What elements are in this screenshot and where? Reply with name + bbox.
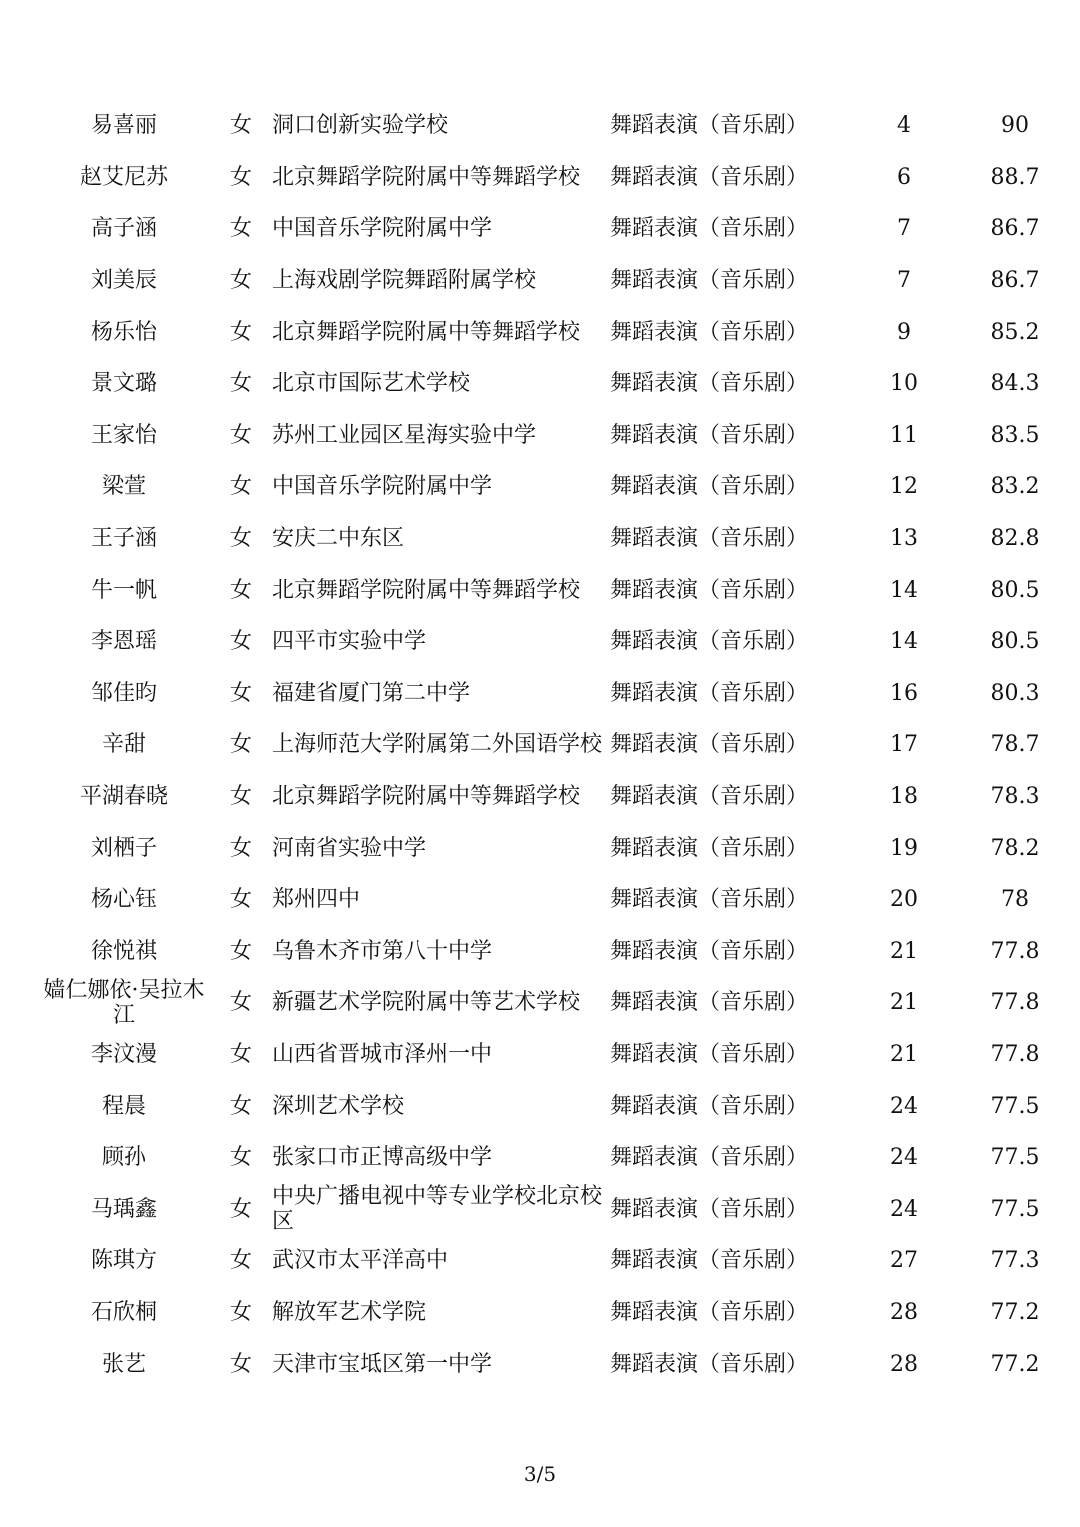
table-row xyxy=(38,719,1068,771)
major-name: 舞蹈表演（音乐剧） xyxy=(610,319,809,345)
student-gender: 女 xyxy=(229,1093,252,1119)
score-value: 80.3 xyxy=(990,680,1040,706)
student-name: 刘美辰 xyxy=(90,268,157,294)
rank-value: 18 xyxy=(890,784,918,810)
table-row xyxy=(38,152,1068,204)
score-value: 78 xyxy=(1001,887,1029,913)
major-name: 舞蹈表演（音乐剧） xyxy=(610,1093,809,1119)
major-name: 舞蹈表演（音乐剧） xyxy=(610,835,809,861)
score-value: 85.2 xyxy=(990,319,1040,345)
student-gender: 女 xyxy=(229,216,252,242)
school-name: 河南省实验中学 xyxy=(272,835,427,861)
major-name: 舞蹈表演（音乐剧） xyxy=(610,1196,809,1222)
student-gender: 女 xyxy=(229,474,252,500)
score-value: 77.5 xyxy=(990,1196,1040,1222)
school-name: 中国音乐学院附属中学 xyxy=(272,474,493,500)
major-name: 舞蹈表演（音乐剧） xyxy=(610,1145,809,1171)
rank-value: 14 xyxy=(890,629,918,655)
school-name: 解放军艺术学院 xyxy=(272,1299,427,1325)
score-value: 77.8 xyxy=(990,1041,1040,1067)
table-row xyxy=(38,1235,1068,1287)
student-gender: 女 xyxy=(229,1299,252,1325)
school-name: 上海戏剧学院舞蹈附属学校 xyxy=(272,268,537,294)
rank-value: 11 xyxy=(890,422,918,448)
table-row xyxy=(38,977,1068,1029)
rank-value: 7 xyxy=(897,268,911,294)
school-name: 北京舞蹈学院附属中等舞蹈学校 xyxy=(272,164,581,190)
student-name: 程晨 xyxy=(101,1093,146,1119)
student-gender: 女 xyxy=(229,319,252,345)
school-name: 郑州四中 xyxy=(272,887,361,913)
student-name: 景文璐 xyxy=(90,371,157,397)
score-value: 82.8 xyxy=(990,526,1040,552)
student-name: 辛甜 xyxy=(101,732,146,758)
school-name: 乌鲁木齐市第八十中学 xyxy=(272,938,493,964)
major-name: 舞蹈表演（音乐剧） xyxy=(610,268,809,294)
student-name: 刘栖子 xyxy=(90,835,157,861)
table-row xyxy=(38,461,1068,513)
table-row xyxy=(38,564,1068,616)
rank-value: 10 xyxy=(890,371,918,397)
student-name: 平湖春晓 xyxy=(79,784,168,810)
table-row xyxy=(38,616,1068,668)
student-name: 石欣桐 xyxy=(90,1299,157,1325)
major-name: 舞蹈表演（音乐剧） xyxy=(610,422,809,448)
student-gender: 女 xyxy=(229,938,252,964)
rank-value: 24 xyxy=(890,1196,918,1222)
student-gender: 女 xyxy=(229,371,252,397)
student-gender: 女 xyxy=(229,732,252,758)
school-name: 上海师范大学附属第二外国语学校 xyxy=(272,732,603,758)
score-value: 77.8 xyxy=(990,990,1040,1016)
student-name: 张艺 xyxy=(101,1351,146,1377)
score-value: 77.5 xyxy=(990,1145,1040,1171)
score-value: 77.2 xyxy=(990,1299,1040,1325)
score-value: 77.2 xyxy=(990,1351,1040,1377)
table-row xyxy=(38,255,1068,307)
major-name: 舞蹈表演（音乐剧） xyxy=(610,164,809,190)
score-value: 86.7 xyxy=(990,268,1040,294)
rank-value: 24 xyxy=(890,1145,918,1171)
score-value: 84.3 xyxy=(990,371,1040,397)
score-value: 80.5 xyxy=(990,629,1040,655)
major-name: 舞蹈表演（音乐剧） xyxy=(610,680,809,706)
score-value: 77.5 xyxy=(990,1093,1040,1119)
major-name: 舞蹈表演（音乐剧） xyxy=(610,113,809,139)
major-name: 舞蹈表演（音乐剧） xyxy=(610,577,809,603)
school-name: 新疆艺术学院附属中等艺术学校 xyxy=(272,990,581,1016)
student-name: 高子涵 xyxy=(90,216,157,242)
school-name: 山西省晋城市泽州一中 xyxy=(272,1041,493,1067)
student-name: 牛一帆 xyxy=(90,577,157,603)
student-gender: 女 xyxy=(229,990,252,1016)
score-value: 77.3 xyxy=(990,1248,1040,1274)
rank-value: 20 xyxy=(890,887,918,913)
student-name: 嫱仁娜依·吴拉木江 xyxy=(43,977,205,1028)
results-table xyxy=(38,100,1068,1390)
student-gender: 女 xyxy=(229,1041,252,1067)
student-name: 赵艾尼苏 xyxy=(79,164,168,190)
table-row xyxy=(38,822,1068,874)
major-name: 舞蹈表演（音乐剧） xyxy=(610,629,809,655)
rank-value: 6 xyxy=(897,164,911,190)
rank-value: 27 xyxy=(890,1248,918,1274)
student-gender: 女 xyxy=(229,784,252,810)
major-name: 舞蹈表演（音乐剧） xyxy=(610,371,809,397)
table-row xyxy=(38,1183,1068,1235)
school-name: 中央广播电视中等专业学校北京校区 xyxy=(272,1184,603,1235)
rank-value: 7 xyxy=(897,216,911,242)
table-row xyxy=(38,1338,1068,1390)
rank-value: 24 xyxy=(890,1093,918,1119)
table-row xyxy=(38,874,1068,926)
school-name: 北京市国际艺术学校 xyxy=(272,371,471,397)
student-name: 陈琪方 xyxy=(90,1248,157,1274)
rank-value: 14 xyxy=(890,577,918,603)
major-name: 舞蹈表演（音乐剧） xyxy=(610,1041,809,1067)
school-name: 四平市实验中学 xyxy=(272,629,427,655)
major-name: 舞蹈表演（音乐剧） xyxy=(610,732,809,758)
table-row xyxy=(38,771,1068,823)
table-row xyxy=(38,306,1068,358)
rank-value: 16 xyxy=(890,680,918,706)
table-row xyxy=(38,513,1068,565)
school-name: 武汉市太平洋高中 xyxy=(272,1248,449,1274)
school-name: 深圳艺术学校 xyxy=(272,1093,405,1119)
table-row xyxy=(38,668,1068,720)
student-gender: 女 xyxy=(229,1248,252,1274)
student-gender: 女 xyxy=(229,629,252,655)
student-gender: 女 xyxy=(229,1196,252,1222)
student-gender: 女 xyxy=(229,526,252,552)
score-value: 77.8 xyxy=(990,938,1040,964)
rank-value: 4 xyxy=(897,113,911,139)
table-row xyxy=(38,926,1068,978)
student-name: 徐悦祺 xyxy=(90,938,157,964)
student-gender: 女 xyxy=(229,835,252,861)
table-row xyxy=(38,100,1068,152)
student-name: 顾孙 xyxy=(101,1145,146,1171)
major-name: 舞蹈表演（音乐剧） xyxy=(610,1351,809,1377)
rank-value: 9 xyxy=(897,319,911,345)
rank-value: 17 xyxy=(890,732,918,758)
rank-value: 28 xyxy=(890,1299,918,1325)
table-row xyxy=(38,358,1068,410)
rank-value: 21 xyxy=(890,1041,918,1067)
results-table-body xyxy=(38,100,1068,1390)
table-row xyxy=(38,1287,1068,1339)
major-name: 舞蹈表演（音乐剧） xyxy=(610,887,809,913)
school-name: 洞口创新实验学校 xyxy=(272,113,449,139)
score-value: 83.2 xyxy=(990,474,1040,500)
school-name: 中国音乐学院附属中学 xyxy=(272,216,493,242)
student-name: 杨心钰 xyxy=(90,887,157,913)
score-value: 90 xyxy=(1001,113,1029,139)
student-name: 李恩瑶 xyxy=(90,629,157,655)
score-value: 80.5 xyxy=(990,577,1040,603)
student-gender: 女 xyxy=(229,1145,252,1171)
score-value: 78.7 xyxy=(990,732,1040,758)
major-name: 舞蹈表演（音乐剧） xyxy=(610,1248,809,1274)
student-name: 马瑀鑫 xyxy=(90,1196,157,1222)
page-number: 3/5 xyxy=(523,1462,557,1486)
table-row xyxy=(38,1132,1068,1184)
student-name: 易喜丽 xyxy=(90,113,157,139)
student-name: 王家怡 xyxy=(90,422,157,448)
student-name: 梁萱 xyxy=(101,474,146,500)
table-row xyxy=(38,1080,1068,1132)
student-name: 李汶漫 xyxy=(90,1041,157,1067)
student-gender: 女 xyxy=(229,268,252,294)
student-gender: 女 xyxy=(229,164,252,190)
score-value: 86.7 xyxy=(990,216,1040,242)
school-name: 张家口市正博高级中学 xyxy=(272,1145,493,1171)
rank-value: 21 xyxy=(890,938,918,964)
score-value: 78.3 xyxy=(990,784,1040,810)
student-gender: 女 xyxy=(229,422,252,448)
major-name: 舞蹈表演（音乐剧） xyxy=(610,526,809,552)
score-value: 78.2 xyxy=(990,835,1040,861)
student-name: 王子涵 xyxy=(90,526,157,552)
rank-value: 21 xyxy=(890,990,918,1016)
rank-value: 13 xyxy=(890,526,918,552)
student-gender: 女 xyxy=(229,680,252,706)
school-name: 北京舞蹈学院附属中等舞蹈学校 xyxy=(272,784,581,810)
student-name: 杨乐怡 xyxy=(90,319,157,345)
major-name: 舞蹈表演（音乐剧） xyxy=(610,474,809,500)
school-name: 苏州工业园区星海实验中学 xyxy=(272,422,537,448)
school-name: 福建省厦门第二中学 xyxy=(272,680,471,706)
major-name: 舞蹈表演（音乐剧） xyxy=(610,990,809,1016)
rank-value: 28 xyxy=(890,1351,918,1377)
score-value: 88.7 xyxy=(990,164,1040,190)
student-name: 邹佳昀 xyxy=(90,680,157,706)
table-row xyxy=(38,1029,1068,1081)
table-row xyxy=(38,410,1068,462)
score-value: 83.5 xyxy=(990,422,1040,448)
student-gender: 女 xyxy=(229,577,252,603)
school-name: 安庆二中东区 xyxy=(272,526,405,552)
school-name: 北京舞蹈学院附属中等舞蹈学校 xyxy=(272,319,581,345)
major-name: 舞蹈表演（音乐剧） xyxy=(610,784,809,810)
student-gender: 女 xyxy=(229,887,252,913)
school-name: 北京舞蹈学院附属中等舞蹈学校 xyxy=(272,577,581,603)
student-gender: 女 xyxy=(229,113,252,139)
major-name: 舞蹈表演（音乐剧） xyxy=(610,938,809,964)
major-name: 舞蹈表演（音乐剧） xyxy=(610,1299,809,1325)
major-name: 舞蹈表演（音乐剧） xyxy=(610,216,809,242)
rank-value: 19 xyxy=(890,835,918,861)
school-name: 天津市宝坻区第一中学 xyxy=(272,1351,493,1377)
rank-value: 12 xyxy=(890,474,918,500)
table-row xyxy=(38,203,1068,255)
student-gender: 女 xyxy=(229,1351,252,1377)
